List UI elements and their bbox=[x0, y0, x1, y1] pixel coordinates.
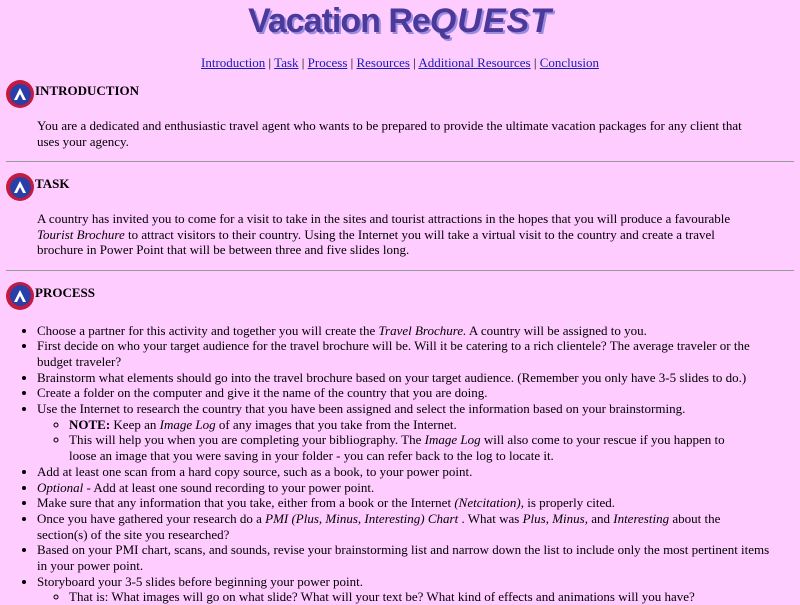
section-heading: INTRODUCTION bbox=[35, 83, 139, 99]
step-text: Keep an bbox=[110, 417, 159, 432]
note-label: NOTE: bbox=[69, 417, 110, 432]
step-text: Use the Internet to research the country that you have been assigned and select the information based on your brainstorming. bbox=[37, 401, 685, 416]
list-item bbox=[37, 574, 800, 605]
sub-list-item: ◦ That is: What images will go on what slide? What will your text be? What kind of effects and animations will you have? bbox=[69, 589, 770, 605]
nav-link-additional-resources[interactable]: Additional Resources bbox=[418, 55, 530, 70]
list-item: • Based on your PMI chart, scans, and sounds, revise your brainstorming list and narrow down the list to include only the most pertinent items in your power point. bbox=[37, 542, 800, 573]
process-heading-row bbox=[6, 279, 800, 313]
step-text: This will help you when you are completing your bibliography. The bbox=[69, 432, 425, 447]
task-text-part: to attract visitors to their country. Using the Internet you will take a virtual visit to the country and create a travel brochure in Power Point that will be between three and five slides long. bbox=[37, 227, 715, 258]
up-arrow-badge-icon[interactable] bbox=[6, 80, 34, 108]
list-item bbox=[37, 495, 800, 511]
task-text-italic: Tourist Brochure bbox=[37, 227, 125, 242]
step-text: about the section(s) of the site you researched? bbox=[37, 511, 720, 542]
step-text-italic: Image Log bbox=[425, 432, 481, 447]
step-text: and bbox=[588, 511, 613, 526]
section-divider bbox=[6, 161, 794, 162]
task-text-part: A country has invited you to come for a visit to take in the sites and tourist attractions in the hopes that you will produce a favourable bbox=[37, 211, 730, 226]
step-text: Make sure that any information that you take, either from a book or the Internet bbox=[37, 495, 454, 510]
step-text: of any images that you take from the Internet. bbox=[216, 417, 457, 432]
list-item bbox=[37, 401, 800, 464]
sub-list-item bbox=[69, 417, 770, 433]
nav-separator: | bbox=[302, 55, 305, 70]
introduction-section bbox=[0, 77, 800, 162]
introduction-heading-row bbox=[6, 77, 800, 111]
list-item bbox=[37, 480, 800, 496]
nav-link-conclusion[interactable]: Conclusion bbox=[540, 55, 599, 70]
step-text: Once you have gathered your research do a bbox=[37, 511, 265, 526]
title-part-1: Vacation Re bbox=[248, 2, 430, 40]
step-text: - Add at least one sound recording to your power point. bbox=[83, 480, 374, 495]
nav-link-process[interactable]: Process bbox=[308, 55, 348, 70]
nav-separator: | bbox=[534, 55, 537, 70]
step-text-italic: Image Log bbox=[160, 417, 216, 432]
up-arrow-badge-icon[interactable] bbox=[6, 173, 34, 201]
task-text bbox=[37, 211, 800, 258]
nav-link-introduction[interactable]: Introduction bbox=[201, 55, 265, 70]
nav-separator: | bbox=[269, 55, 272, 70]
nav-link-task[interactable]: Task bbox=[274, 55, 298, 70]
title-part-2: QUEST bbox=[430, 2, 552, 40]
step-text: will also come to your rescue if you happen to loose an image that you were saving in your folder - you can refer back to the log to locate it. bbox=[69, 432, 725, 463]
list-item bbox=[37, 511, 800, 542]
nav-link-resources[interactable]: Resources bbox=[356, 55, 409, 70]
nav-separator: | bbox=[413, 55, 416, 70]
list-item: • First decide on who your target audience for the travel brochure will be. Will it be catering to a rich clientele? The average traveler or the budget traveler? bbox=[37, 338, 800, 369]
step-text-italic: (Netcitation) bbox=[454, 495, 520, 510]
step-text-italic: Travel Brochure. bbox=[379, 323, 467, 338]
page-title bbox=[248, 2, 552, 41]
list-item: • Brainstorm what elements should go into the travel brochure based on your target audience. (Remember you only have 3-5 slides to do.) bbox=[37, 370, 800, 386]
nav-separator: | bbox=[351, 55, 354, 70]
sub-list bbox=[37, 589, 770, 605]
step-text: A country will be assigned to you. bbox=[466, 323, 647, 338]
task-section bbox=[0, 170, 800, 271]
step-text-italic: Plus, Minus, bbox=[523, 511, 588, 526]
process-section bbox=[0, 279, 800, 605]
process-steps-list bbox=[0, 323, 800, 605]
step-text: . What was bbox=[458, 511, 522, 526]
list-item bbox=[37, 323, 800, 339]
sub-list bbox=[37, 417, 770, 464]
step-text-italic: Optional bbox=[37, 480, 83, 495]
task-heading-row bbox=[6, 170, 800, 204]
sub-list-item bbox=[69, 432, 770, 463]
list-item: • Add at least one scan from a hard copy source, such as a book, to your power point. bbox=[37, 464, 800, 480]
section-heading: TASK bbox=[35, 176, 69, 192]
step-text-italic: Interesting bbox=[613, 511, 669, 526]
section-heading: PROCESS bbox=[35, 285, 95, 301]
step-text: , is properly cited. bbox=[521, 495, 615, 510]
section-divider bbox=[6, 270, 794, 271]
page-header bbox=[0, 0, 800, 46]
step-text: Storyboard your 3-5 slides before beginning your power point. bbox=[37, 574, 363, 589]
list-item: • Create a folder on the computer and give it the name of the country that you are doing. bbox=[37, 385, 800, 401]
step-text-italic: PMI (Plus, Minus, Interesting) Chart bbox=[265, 511, 458, 526]
section-nav bbox=[0, 55, 800, 71]
introduction-text: You are a dedicated and enthusiastic travel agent who wants to be prepared to provide the ultimate vacation packages for any client that uses your agency. bbox=[37, 118, 800, 149]
step-text: Choose a partner for this activity and together you will create the bbox=[37, 323, 379, 338]
up-arrow-badge-icon[interactable] bbox=[6, 282, 34, 310]
